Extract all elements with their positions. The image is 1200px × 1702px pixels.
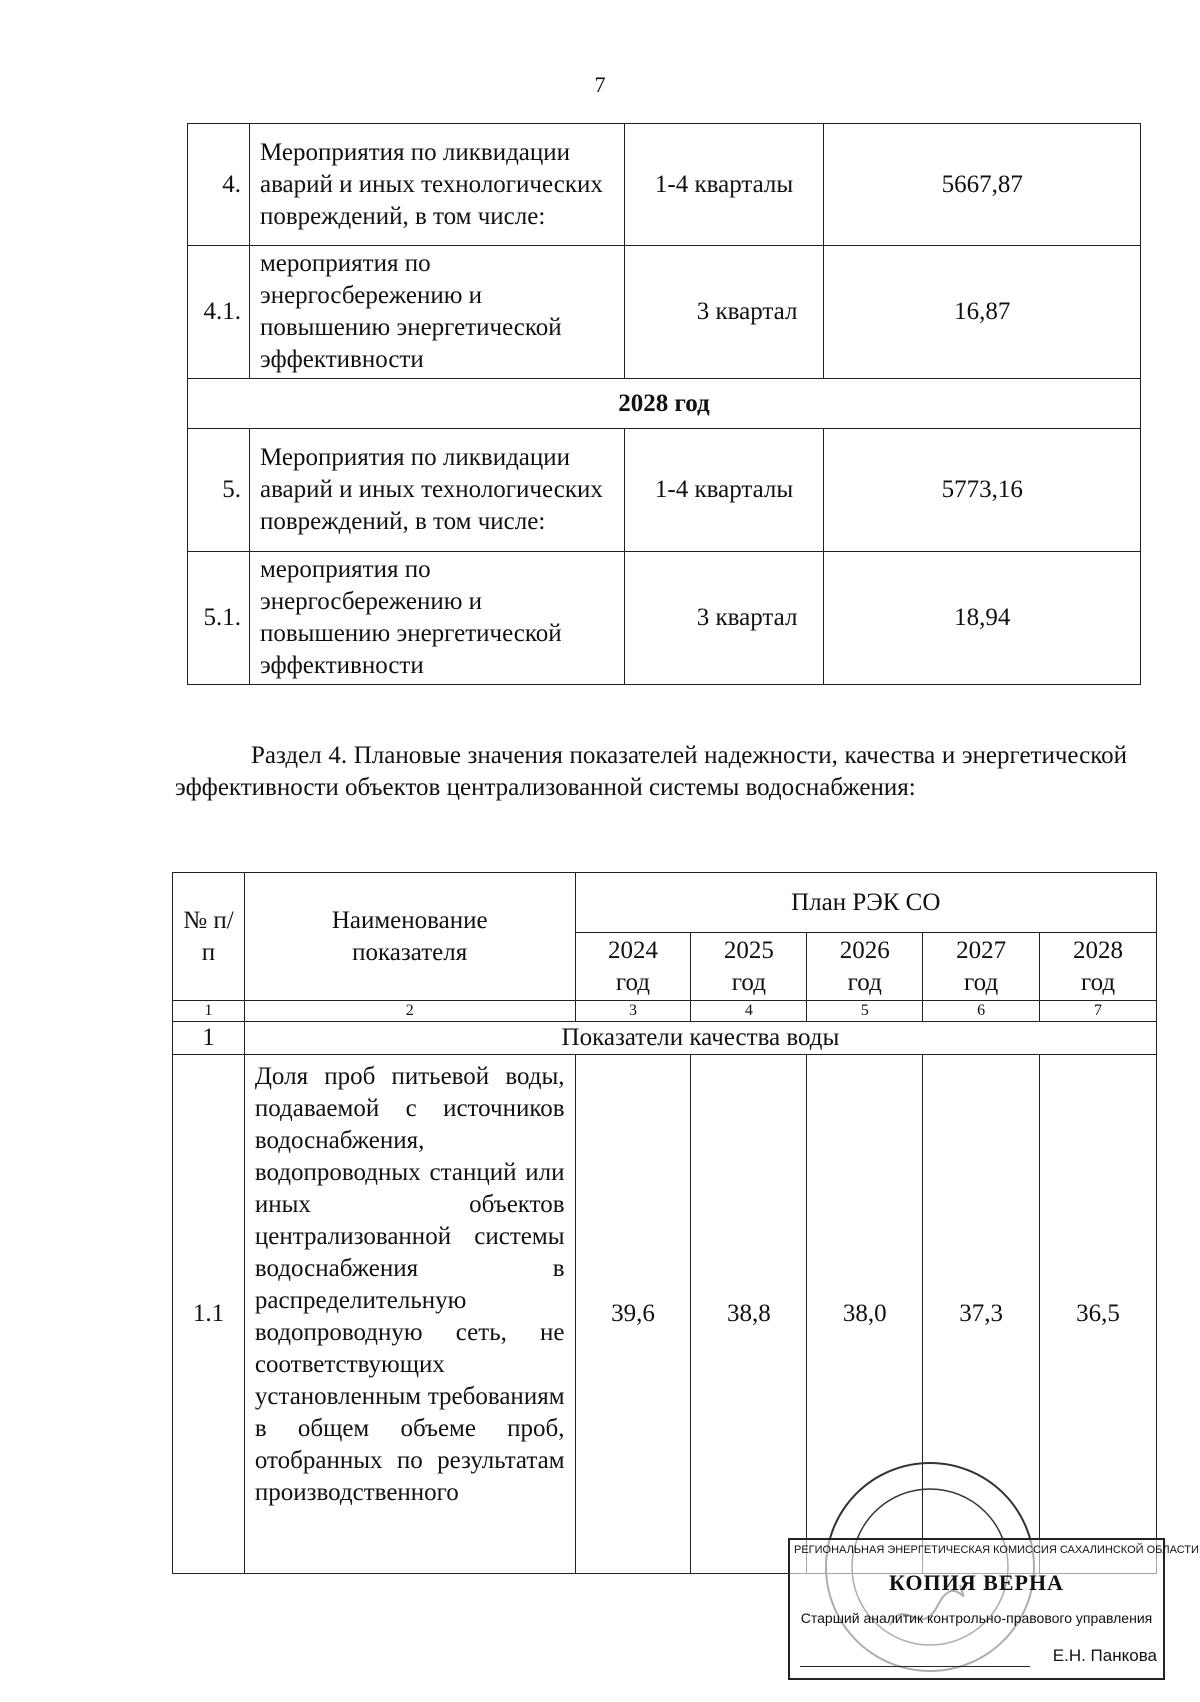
- table-row: [188, 552, 1141, 685]
- row-number: 5.: [188, 429, 250, 552]
- column-number: 6: [923, 1001, 1040, 1022]
- group-row: [173, 1022, 1157, 1055]
- group-title: Показатели качества воды: [244, 1022, 1156, 1055]
- year-row: [188, 379, 1141, 429]
- stamp-organization: РЕГИОНАЛЬНАЯ ЭНЕРГЕТИЧЕСКАЯ КОМИССИЯ САХАЛИНСКОЙ ОБЛАСТИ: [794, 1544, 1199, 1556]
- indicator-value-2025: 38,8: [691, 1055, 807, 1574]
- plan-measures-table: [187, 123, 1141, 685]
- year-heading: 2028 год: [188, 379, 1141, 429]
- header-year: 2027 год: [923, 933, 1040, 1001]
- measure-sum: 5773,16: [824, 429, 1141, 552]
- measure-sum: 18,94: [824, 552, 1141, 685]
- row-number: 1.1: [173, 1055, 245, 1574]
- indicator-value-2024: 39,6: [575, 1055, 691, 1574]
- measure-name: Мероприятия по ликвидации аварий и иных технологических повреждений, в том числе:: [249, 124, 624, 246]
- page-number: 7: [594, 72, 606, 97]
- header-year: 2028 год: [1040, 933, 1157, 1001]
- header-year: 2024 год: [575, 933, 691, 1001]
- column-number: 2: [244, 1001, 575, 1022]
- indicator-value-2027: 37,3: [923, 1055, 1040, 1574]
- column-number: 5: [807, 1001, 923, 1022]
- measure-period: 1-4 кварталы: [624, 429, 824, 552]
- header-year: 2026 год: [807, 933, 923, 1001]
- row-number: 4.: [188, 124, 250, 246]
- row-number: 5.1.: [188, 552, 250, 685]
- section-paragraph: [175, 740, 1127, 804]
- header-year: 2025 год: [691, 933, 807, 1001]
- stamp-copy-mark: КОПИЯ ВЕРНА: [889, 1570, 1064, 1595]
- stamp-position: Старший аналитик контрольно-правового управления: [800, 1610, 1153, 1626]
- column-number: 4: [691, 1001, 807, 1022]
- stamp-signer: Е.Н. Панкова: [1052, 1646, 1157, 1665]
- row-number: 4.1.: [188, 246, 250, 379]
- table-row: [188, 246, 1141, 379]
- measure-sum: 5667,87: [824, 124, 1141, 246]
- column-number: 3: [575, 1001, 691, 1022]
- header-number: № п/п: [173, 873, 245, 1001]
- header-row: [173, 873, 1157, 933]
- measure-period: 3 квартал: [624, 246, 824, 379]
- column-numbers-row: [173, 1001, 1157, 1022]
- header-name: Наименование показателя: [244, 873, 575, 1001]
- indicator-value-2028: 36,5: [1040, 1055, 1157, 1574]
- measure-name: Мероприятия по ликвидации аварий и иных технологических повреждений, в том числе:: [249, 429, 624, 552]
- table-row: [188, 124, 1141, 246]
- indicator-value-2026: 38,0: [807, 1055, 923, 1574]
- group-number: 1: [173, 1022, 245, 1055]
- signature-line: [800, 1666, 1030, 1667]
- certified-copy-stamp: [788, 1538, 1199, 1680]
- column-number: 1: [173, 1001, 245, 1022]
- measure-sum: 16,87: [824, 246, 1141, 379]
- measure-period: 3 квартал: [624, 552, 824, 685]
- section-text: Раздел 4. Плановые значения показателей надежности, качества и энергетической эффективности объектов централизованной системы водоснабжения:: [175, 742, 1127, 801]
- measure-period: 1-4 кварталы: [624, 124, 824, 246]
- measure-name: мероприятия по энергосбережению и повышению энергетической эффективности: [249, 246, 624, 379]
- column-number: 7: [1040, 1001, 1157, 1022]
- table-row: [188, 429, 1141, 552]
- measure-name: мероприятия по энергосбережению и повышению энергетической эффективности: [249, 552, 624, 685]
- indicator-name: Доля проб питьевой воды, подаваемой с источников водоснабжения, водопроводных станций или иных объектов централизованной системы водоснабжения в распределительную водопроводную сеть, не соответствующих установленным требованиям в общем объеме проб, отобранных по результатам производственного: [244, 1055, 575, 1574]
- header-plan: План РЭК СО: [575, 873, 1156, 933]
